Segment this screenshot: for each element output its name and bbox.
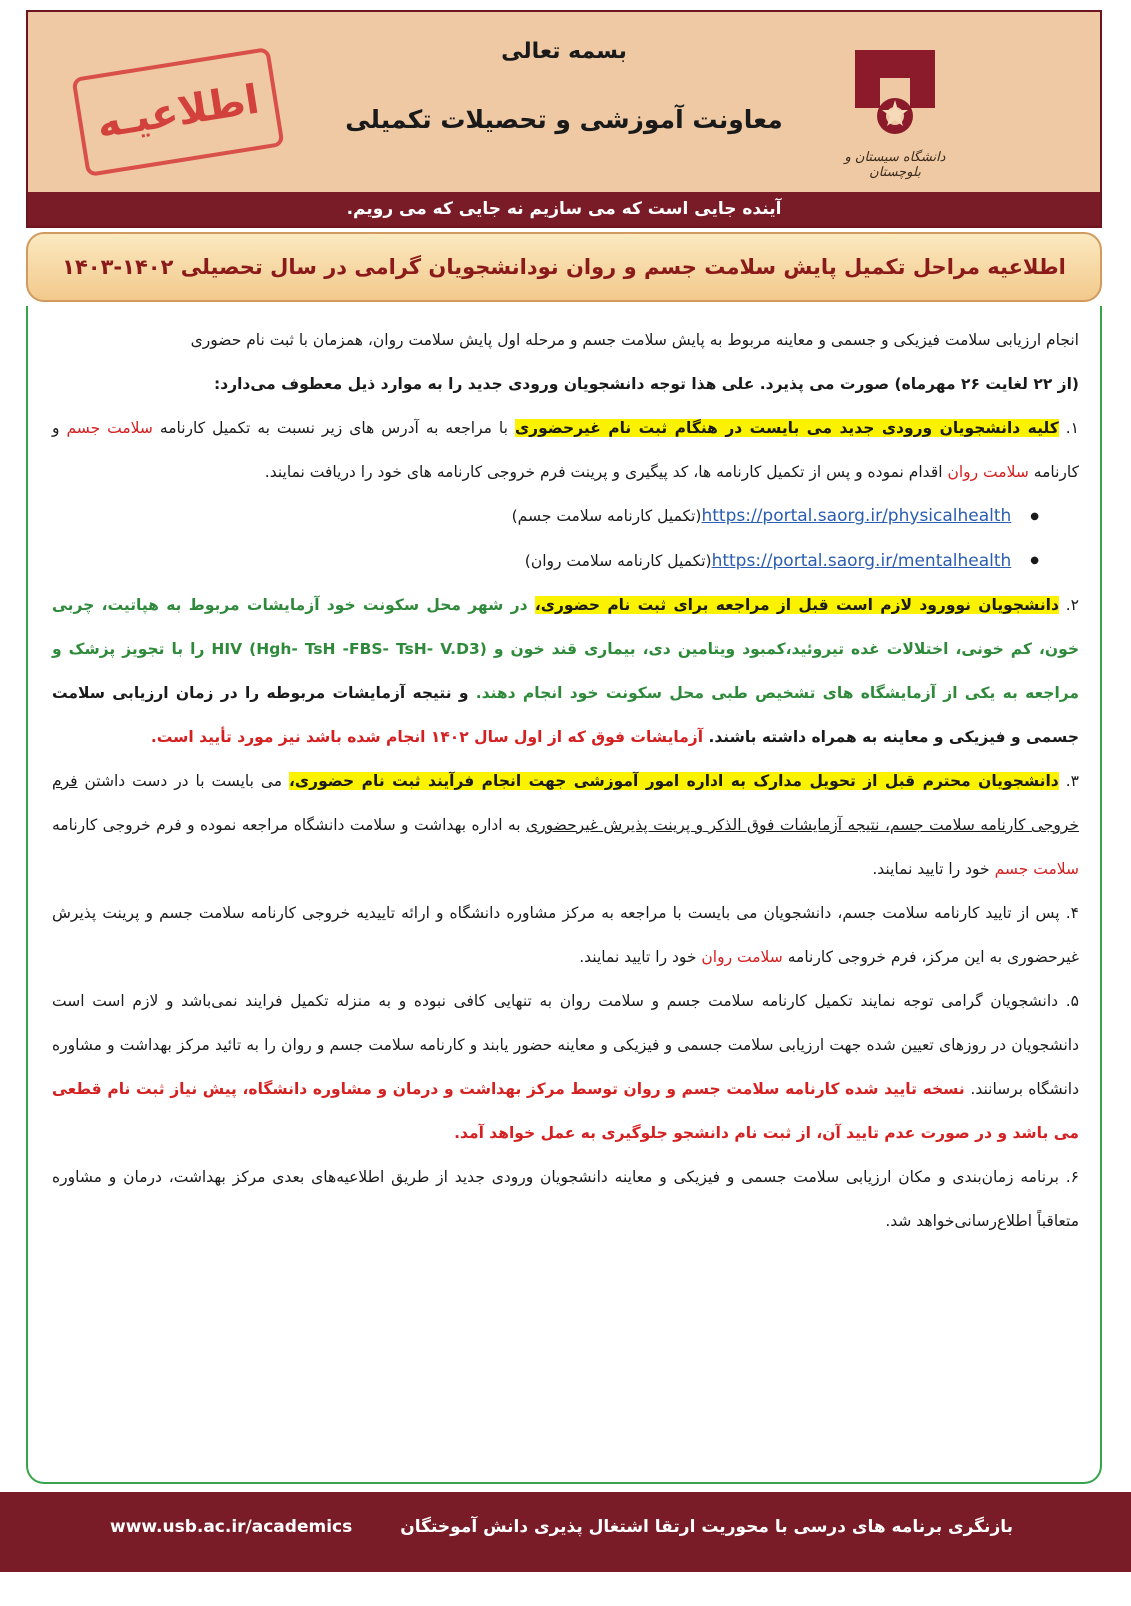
item-number: ۵. <box>1065 992 1079 1010</box>
intro-line-1: انجام ارزیابی سلامت فیزیکی و جسمی و معاینه مربوط به پایش سلامت جسم و مرحله اول پایش سلامت روان، همزمان با ثبت نام حضوری <box>190 331 1079 349</box>
university-name: دانشگاه سیستان و بلوچستان <box>844 150 946 180</box>
item-text: و کارنامه <box>52 419 1079 481</box>
item-text: با مراجعه به آدرس های زیر نسبت به تکمیل کارنامه <box>152 419 515 437</box>
highlight-text: دانشجویان محترم قبل از تحویل مدارک به اداره امور آموزشی جهت انجام فرآیند ثبت نام حضوری، <box>289 772 1059 790</box>
item-number: ۳. <box>1065 772 1079 790</box>
item-text: برنامه زمان‌بندی و مکان ارزیابی سلامت جسمی و فیزیکی و معاینه دانشجویان ورودی جدید از طریق اطلاعیه‌های بعدی مرکز بهداشت، درمان و مشاوره متعاقباً اطلاع‌رسانی‌خواهد شد. <box>52 1168 1079 1230</box>
intro-line-2: (از ۲۲ لغایت ۲۶ مهرماه) صورت می پذیرد. علی هذا توجه دانشجویان ورودی جدید را به موارد ذیل معطوف می‌دارد: <box>214 375 1079 393</box>
highlight-text: کلیه دانشجویان ورودی جدید می بایست در هنگام ثبت نام غیرحضوری <box>514 419 1059 437</box>
item-1 <box>52 406 1079 494</box>
red-text: سلامت روان <box>701 948 783 966</box>
item-4 <box>52 891 1079 979</box>
item-text: اقدام نموده و پس از تکمیل کارنامه ها، کد پیگیری و پرینت فرم خروجی کارنامه های خود را دریافت نمایند. <box>264 463 948 481</box>
item-text: و نتیجه آزمایشات مربوطه را در زمان ارزیابی سلامت جسمی و فیزیکی و معاینه به همراه داشته باشند. <box>52 684 1079 746</box>
header-slogan: آینده جایی است که می سازیم نه جایی که می رویم. <box>346 199 782 219</box>
item-number: ۴. <box>1065 904 1079 922</box>
red-text: نسخه تایید شده کارنامه سلامت جسم و روان توسط مرکز بهداشت و درمان و مشاوره دانشگاه، پیش نیاز ثبت نام قطعی می باشد و در صورت عدم تایید آن، از ثبت نام دانشجو جلوگیری به عمل خواهد آمد. <box>52 1080 1079 1142</box>
mental-health-link[interactable]: https://portal.saorg.ir/mentalhealth <box>711 550 1012 571</box>
header-frame <box>26 10 1102 228</box>
item-text: پس از تایید کارنامه سلامت جسم، دانشجویان می بایست با مراجعه به مرکز مشاوره دانشگاه و ارائه تاییدیه خروجی کارنامه سلامت جسم و پرینت پذیرش غیرحضوری به این مرکز، فرم خروجی کارنامه <box>52 904 1079 966</box>
item-6 <box>52 1155 1079 1243</box>
link-item-mental <box>52 539 1079 584</box>
item-number: ۱. <box>1065 419 1079 437</box>
item-number: ۶. <box>1065 1168 1079 1186</box>
item-text: می بایست با در دست داشتن <box>77 772 290 790</box>
item-text: خود را تایید نمایند. <box>872 860 995 878</box>
underlined-text: فرم خروجی کارنامه سلامت جسم، نتیجه آزمایشات فوق الذکر و پرینت پذیرش غیرحضوری <box>52 772 1079 834</box>
footer-website-link[interactable]: www.usb.ac.ir/academics <box>110 1517 353 1537</box>
item-5 <box>52 979 1079 1155</box>
announcement-title: اطلاعیه مراحل تکمیل پایش سلامت جسم و روان نودانشجویان گرامی در سال تحصیلی ۱۴۰۲-۱۴۰۳ <box>26 232 1102 302</box>
header-subtitle: بسمه تعالی <box>501 39 627 64</box>
red-text: آزمایشات فوق که از اول سال ۱۴۰۲ انجام شده باشد نیز مورد تأیید است. <box>150 728 709 746</box>
green-text: در شهر محل سکونت خود آزمایشات مربوط به هپاتیت، چربی خون، کم خونی، اختلالات غده تیروئید،کمبود ویتامین دی، بیماری قند خون و HIV (Hgh- TsH -FBS- TsH- V.D3) را با تجویز پزشک و مراجعه به یکی از آزمایشگاه های تشخیص طبی محل سکونت خود انجام دهند. <box>52 596 1079 702</box>
physical-health-link[interactable]: https://portal.saorg.ir/physicalhealth <box>701 506 1012 526</box>
red-text: سلامت روان <box>947 463 1029 481</box>
announcement-stamp: اطلاعیـه <box>71 47 284 177</box>
university-logo-icon <box>840 38 950 158</box>
item-text: خود را تایید نمایند. <box>579 948 702 966</box>
item-3 <box>52 759 1079 891</box>
item-2 <box>52 583 1079 759</box>
link-description: (تکمیل کارنامه سلامت جسم) <box>511 507 702 525</box>
red-text: سلامت جسم <box>66 419 153 437</box>
item-text: دانشجویان گرامی توجه نمایند تکمیل کارنامه سلامت جسم و سلامت روان به تنهایی کافی نبوده و به منزله تکمیل فرایند نمی‌باشد و لازم است است دانشجویان در روزهای تعیین شده جهت ارزیابی سلامت جسمی و فیزیکی و معاینه حضور یابند و کارنامه سلامت جسم و روان را به تائید مرکز بهداشت و مشاوره دانشگاه برسانند. <box>52 992 1079 1098</box>
item-text: به اداره بهداشت و سلامت دانشگاه مراجعه نموده و فرم خروجی کارنامه <box>52 816 527 834</box>
announcement-body <box>52 318 1079 1243</box>
footer-slogan: بازنگری برنامه های درسی با محوریت ارتقا اشتغال پذیری دانش آموختگان <box>400 1517 1013 1537</box>
link-item-physical <box>52 494 1079 539</box>
highlight-text: دانشجویان نوورود لازم است قبل از مراجعه برای ثبت نام حضوری، <box>534 596 1059 614</box>
item-number: ۲. <box>1065 596 1079 614</box>
header-title: معاونت آموزشی و تحصیلات تکمیلی <box>345 105 783 134</box>
link-description: (تکمیل کارنامه سلامت روان) <box>524 551 712 570</box>
red-text: سلامت جسم <box>994 860 1079 878</box>
